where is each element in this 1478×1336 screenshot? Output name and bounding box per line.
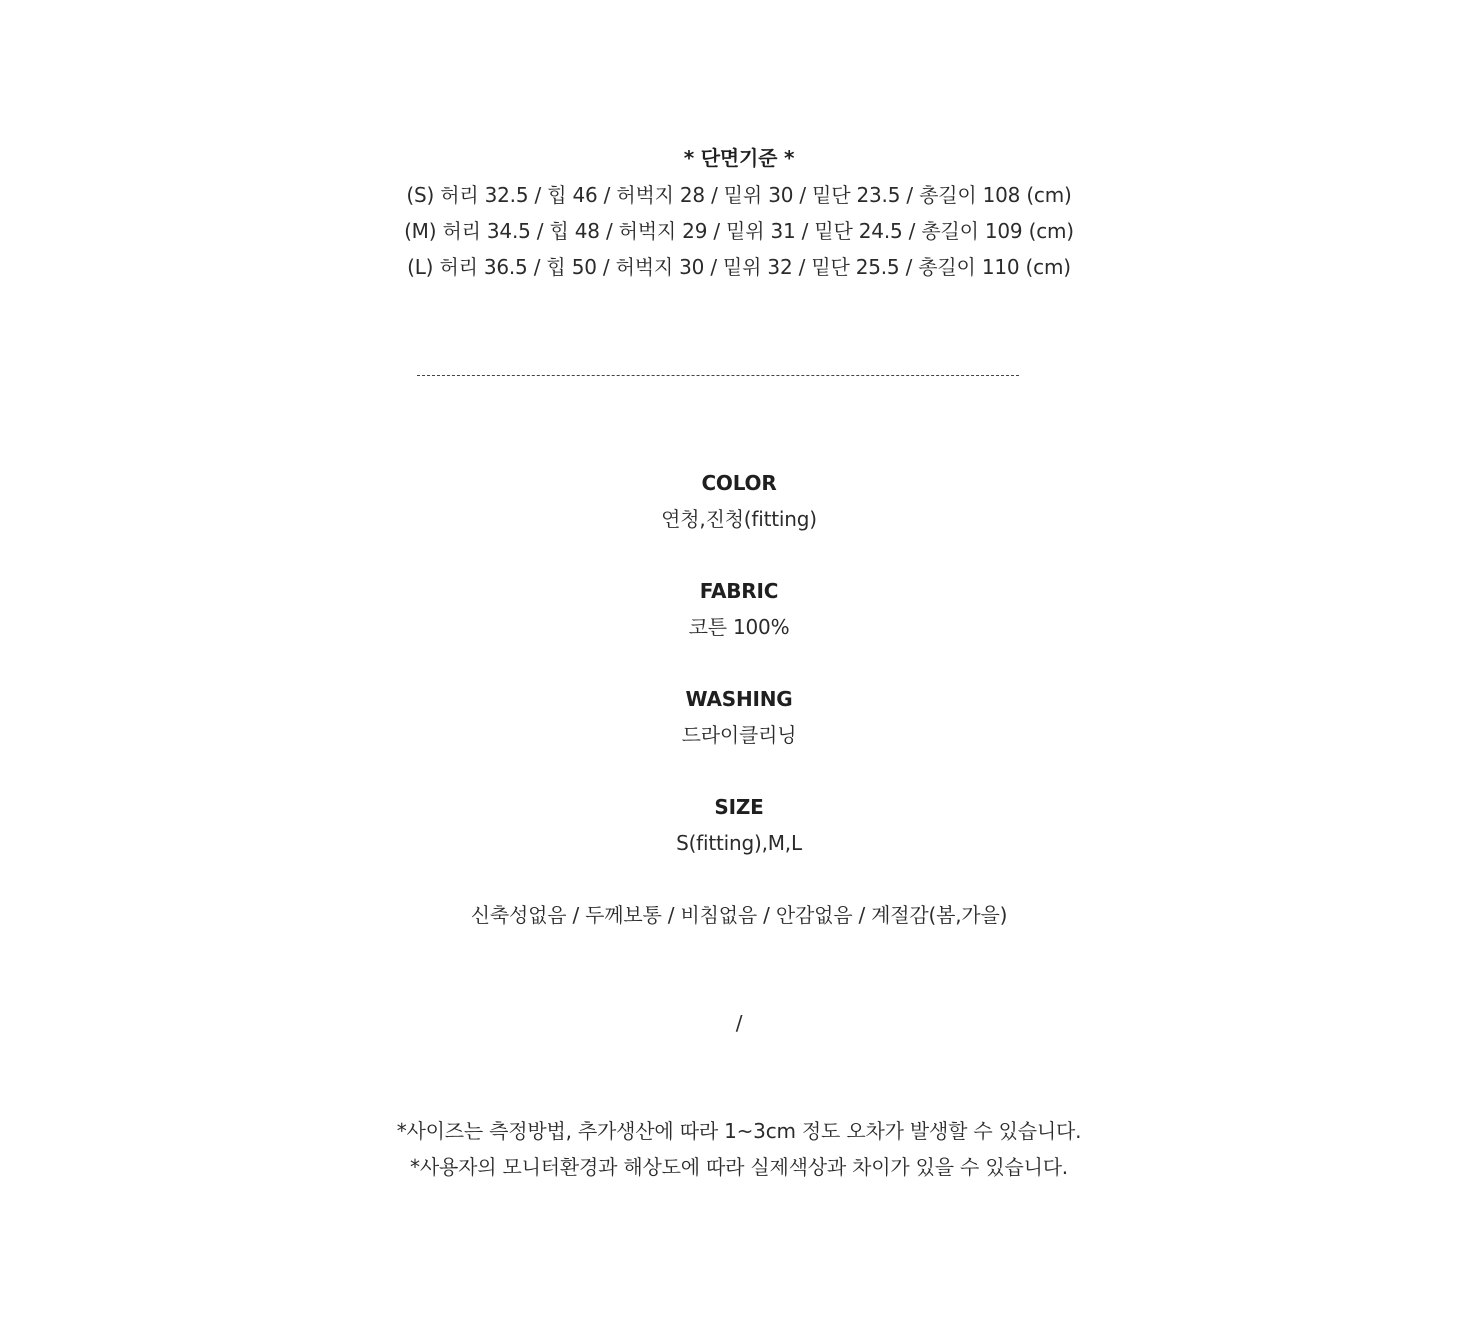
washing-value: 드라이클리닝 [681,723,797,747]
dashed-divider [417,375,1019,376]
fabric-value: 코튼 100% [688,615,790,639]
color-value: 연청,진청(fitting) [661,507,817,531]
attributes-line: 신축성없음 / 두께보통 / 비침없음 / 안감없음 / 계절감(봄,가을) [470,903,1008,927]
color-title: COLOR [701,471,777,495]
size-value: S(fitting),M,L [676,831,802,855]
fabric-title: FABRIC [699,579,779,603]
note-size-tolerance: *사이즈는 측정방법, 추가생산에 따라 1~3cm 정도 오차가 발생할 수 있습니다. [396,1119,1082,1143]
measurement-row-m: (M) 허리 34.5 / 힙 48 / 허벅지 29 / 밑위 31 / 밑단 24.5 / 총길이 109 (cm) [404,219,1074,243]
note-color-difference: *사용자의 모니터환경과 해상도에 따라 실제색상과 차이가 있을 수 있습니다. [410,1155,1068,1179]
measurement-heading: * 단면기준 * [683,146,795,170]
washing-title: WASHING [685,687,793,711]
size-title: SIZE [714,795,764,819]
measurement-row-s: (S) 허리 32.5 / 힙 46 / 허벅지 28 / 밑위 30 / 밑단 23.5 / 총길이 108 (cm) [406,183,1072,207]
measurement-row-l: (L) 허리 36.5 / 힙 50 / 허벅지 30 / 밑위 32 / 밑단 25.5 / 총길이 110 (cm) [407,255,1071,279]
separator-slash: / [735,1011,743,1035]
